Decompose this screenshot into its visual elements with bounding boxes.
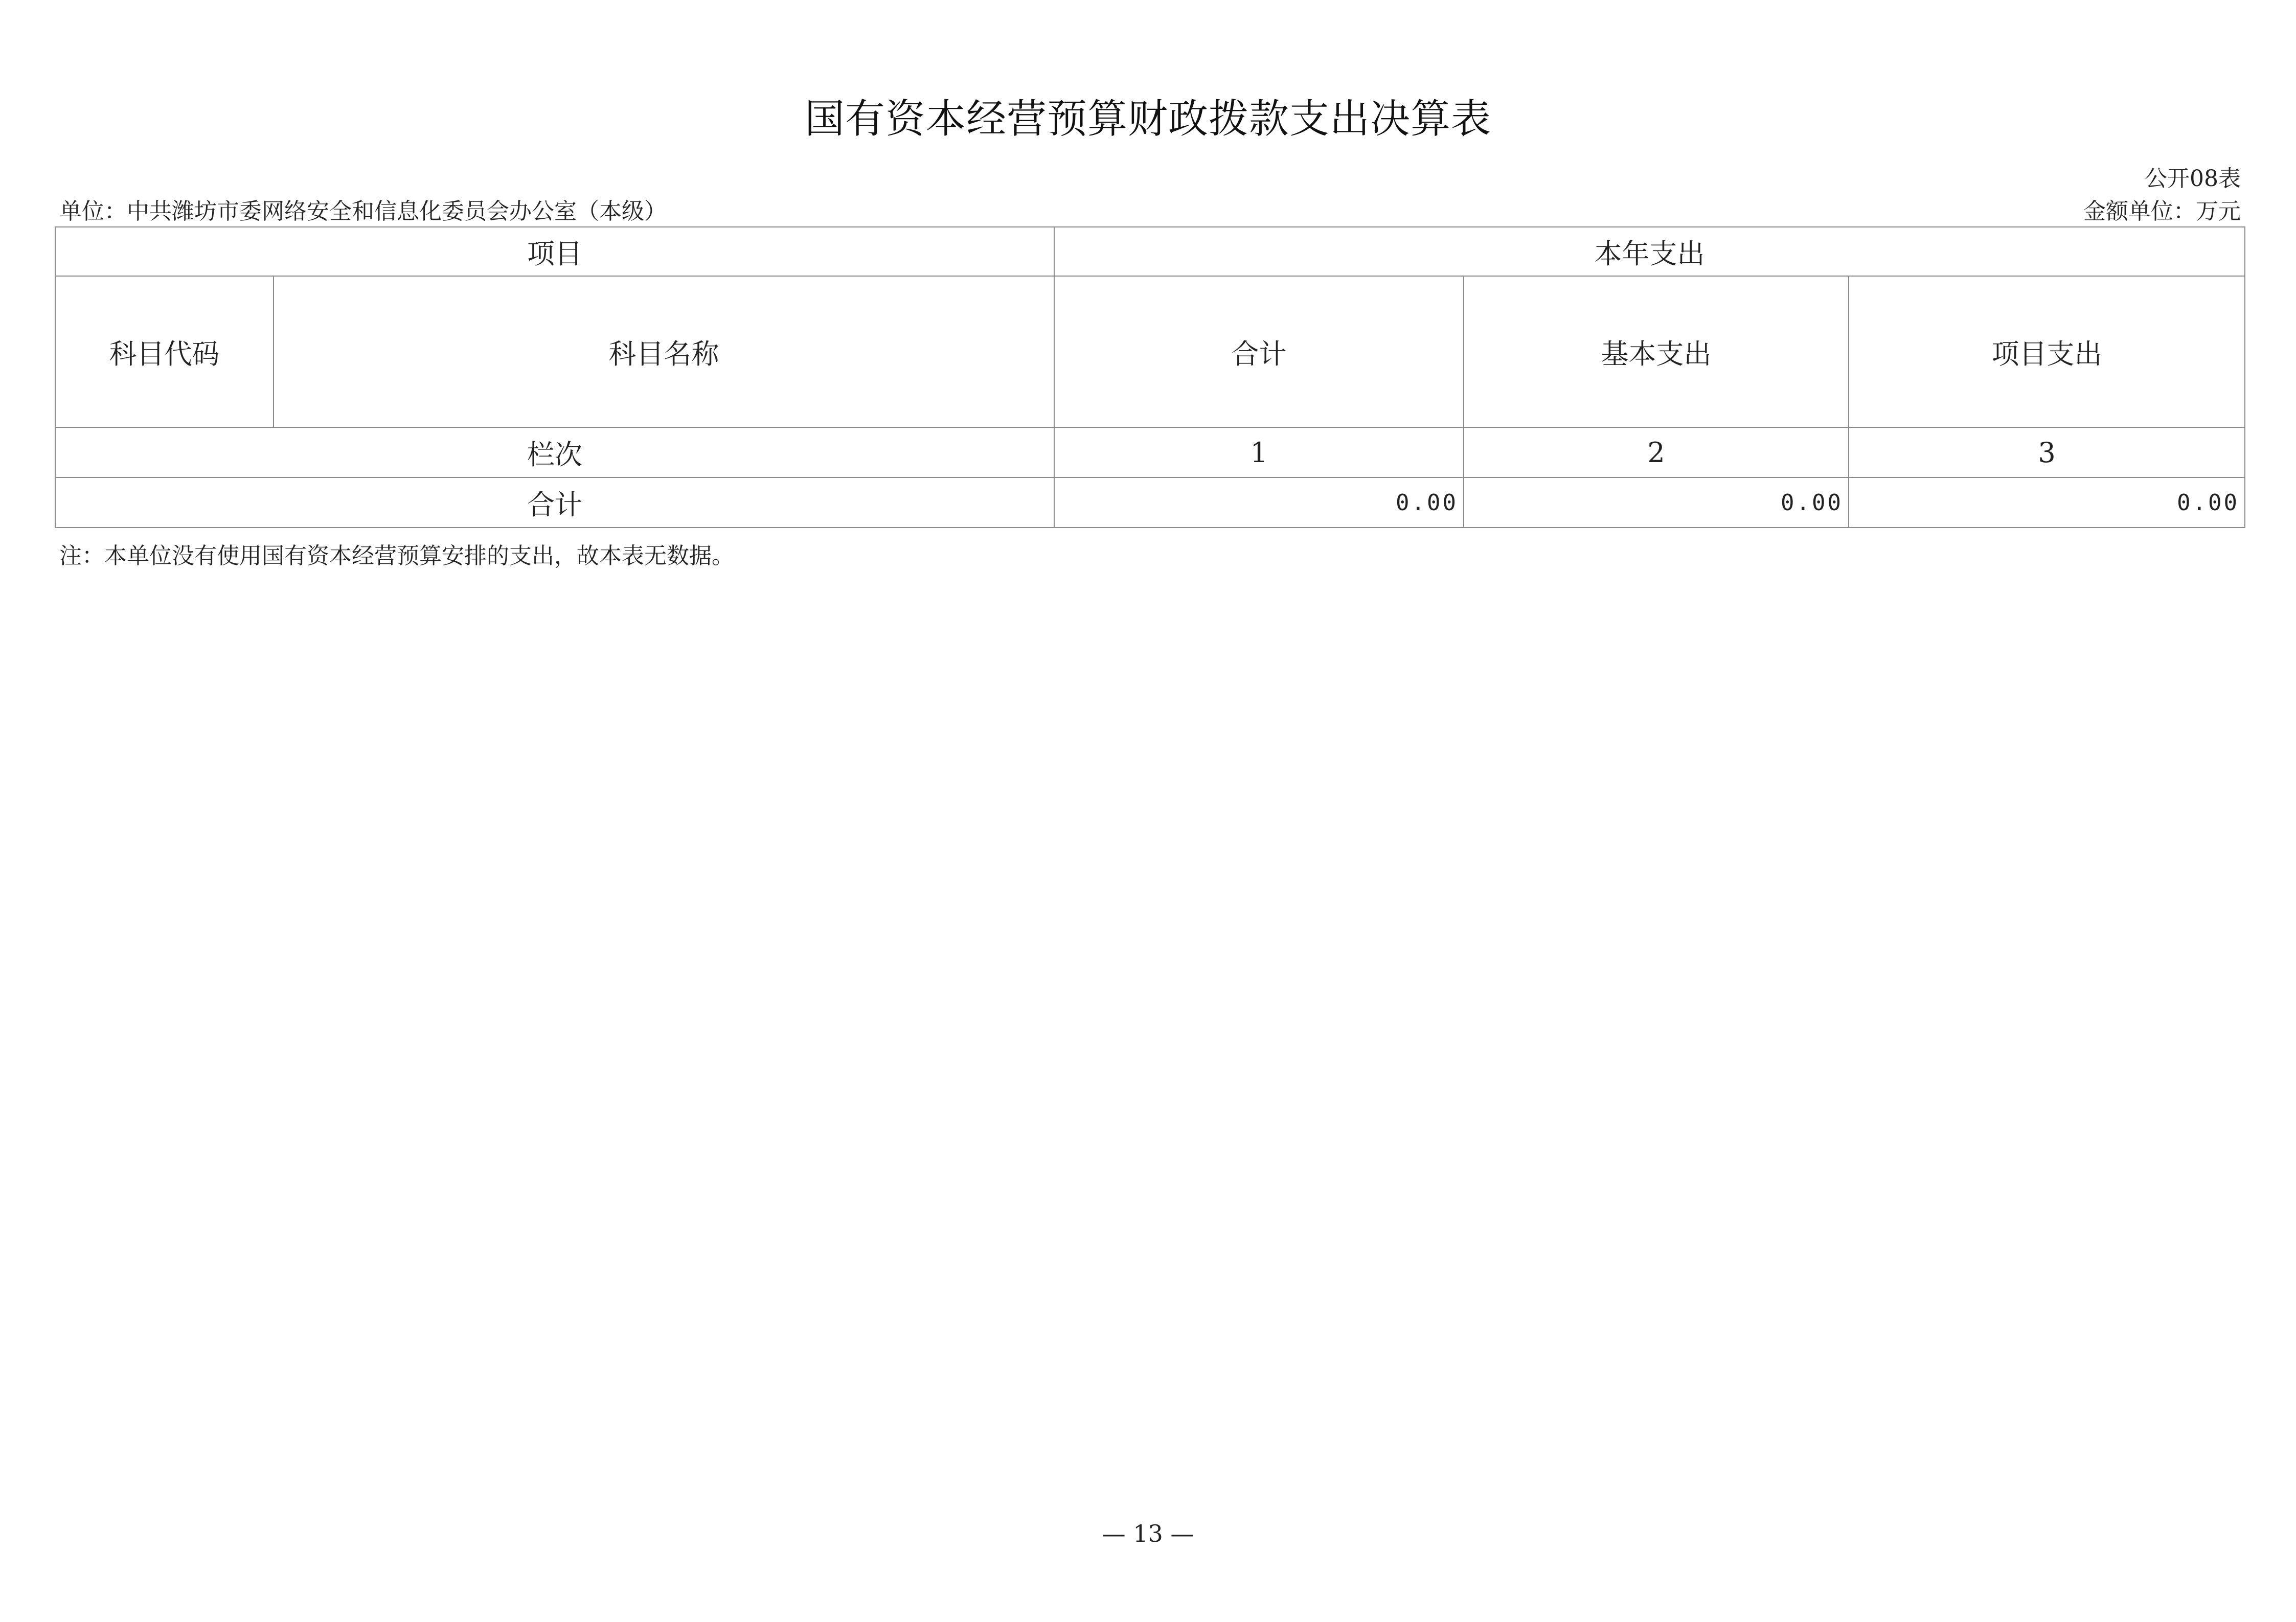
col-subject-name: 科目名称 (274, 276, 1054, 427)
col-basic: 基本支出 (1464, 276, 1849, 427)
page-title: 国有资本经营预算财政拨款支出决算表 (804, 96, 1491, 142)
col-subject-code: 科目代码 (55, 276, 274, 427)
total-row (55, 477, 2245, 528)
header-current-year: 本年支出 (1054, 227, 2245, 276)
table-header-row (55, 227, 2245, 276)
total-value-basic: 0.00 (1464, 477, 1849, 528)
expenditure-table (55, 226, 2245, 528)
column-no-2: 2 (1464, 427, 1849, 477)
form-code: 公开08表 (2145, 166, 2241, 192)
page-number: — 13 — (1102, 1520, 1194, 1547)
col-total: 合计 (1054, 276, 1464, 427)
column-no-label: 栏次 (55, 427, 1054, 477)
footnote: 注：本单位没有使用国有资本经营预算安排的支出，故本表无数据。 (59, 543, 734, 569)
total-label: 合计 (55, 477, 1054, 528)
column-number-row (55, 427, 2245, 477)
column-no-1: 1 (1054, 427, 1464, 477)
column-no-3: 3 (1849, 427, 2245, 477)
total-value-project: 0.00 (1849, 477, 2245, 528)
unit-row (59, 197, 2241, 226)
header-item: 项目 (55, 227, 1054, 276)
unit-label: 单位：中共潍坊市委网络安全和信息化委员会办公室（本级） (59, 198, 667, 224)
table-subheader-row (55, 276, 2245, 427)
amount-unit: 金额单位：万元 (2083, 198, 2241, 224)
col-project: 项目支出 (1849, 276, 2245, 427)
total-value-sum: 0.00 (1054, 477, 1464, 528)
